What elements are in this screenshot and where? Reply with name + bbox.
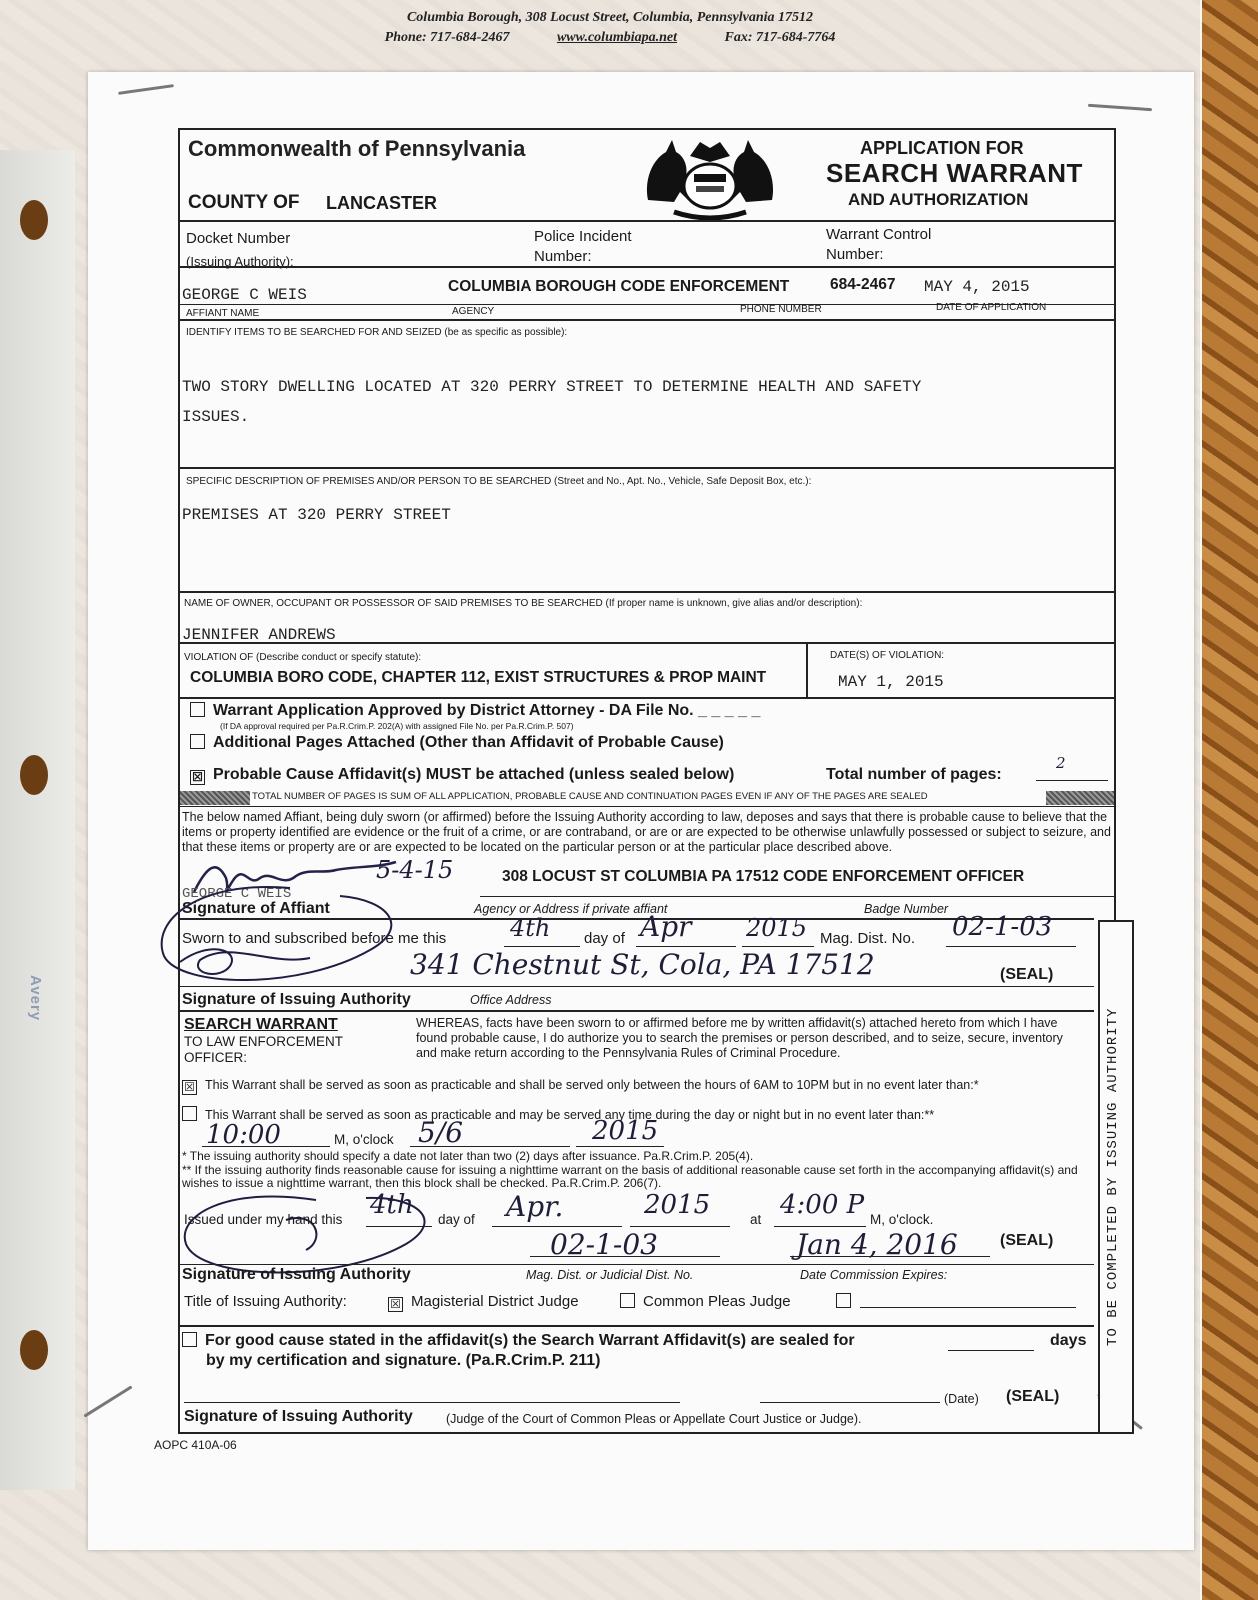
agency-label: AGENCY [452,306,495,317]
warrant-control-label: Warrant Control [826,226,932,243]
docket-number-sublabel: (Issuing Authority): [186,254,294,269]
affiant-typed-name: GEORGE C WEIS [182,886,292,902]
office-address-label: Office Address [470,993,552,1007]
issued-day-of-label: day of [438,1212,475,1227]
warrant-control-sublabel: Number: [826,246,884,263]
agency-address-label: Agency or Address if private affiant [474,902,668,916]
sworn-day-of-label: day of [584,930,625,947]
probable-cause-label: Probable Cause Affidavit(s) MUST be attached (unless sealed below) [213,766,735,783]
common-pleas-judge-label: Common Pleas Judge [643,1293,791,1310]
sworn-magdist-label: Mag. Dist. No. [820,930,916,947]
magdist-label: Mag. Dist. or Judicial Dist. No. [526,1268,694,1282]
sworn-seal-label: (SEAL) [1000,966,1054,983]
served-date-value: 5/6 [418,1116,464,1149]
served-time-value: 10:00 [206,1120,281,1150]
served-year-value: 2015 [592,1116,659,1146]
affiant-address-title: 308 LOCUST ST COLUMBIA PA 17512 CODE ENFORCEMENT OFFICER [502,868,1025,885]
letterhead-fax: Fax: 717-684-7764 [724,30,836,45]
violation-value: COLUMBIA BORO CODE, CHAPTER 112, EXIST STRUCTURES & PROP MAINT [190,669,767,686]
nighttime-warrant-label: This Warrant shall be served as soon as practicable and may be served any time during the day or night but in no event later than:** [205,1108,935,1122]
search-warrant-title: SEARCH WARRANT [184,1016,338,1033]
violation-date-value: MAY 1, 2015 [838,673,944,691]
sealed-days-label: days [1050,1332,1087,1349]
affiant-name-label: AFFIANT NAME [186,308,260,319]
letterhead-website: www.columbiapa.net [556,30,678,45]
sworn-label: Sworn to and subscribed before me this [182,930,447,947]
nighttime-warrant-option[interactable] [182,1106,934,1122]
items-line1: TWO STORY DWELLING LOCATED AT 320 PERRY STREET TO DETERMINE HEALTH AND SAFETY [182,378,922,396]
sealed-affidavit-checkbox[interactable] [182,1332,855,1350]
additional-pages-checkbox[interactable] [190,734,724,752]
binder-hole [20,200,48,240]
total-pages-note: TOTAL NUMBER OF PAGES IS SUM OF ALL APPLICATION, PROBABLE CAUSE AND CONTINUATION PAGES EVEN IF ANY OF THE PAGES ARE SEALED [252,791,928,802]
sealed-certification-label: by my certification and signature. (Pa.R.Crim.P. 211) [206,1352,601,1369]
commission-expires-label: Date Commission Expires: [800,1268,948,1282]
premises-label: SPECIFIC DESCRIPTION OF PREMISES AND/OR PERSON TO BE SEARCHED (Street and No., Apt. No., Vehicle, Safe Deposit Box, etc.): [186,476,812,487]
affidavit-text: The below named Affiant, being duly sworn (or affirmed) before the Issuing Authority according to law, deposes and says that there is probable cause to believe that the items or property identified are evidence or the fruit of a crime, or are contraband, or are or are expected to be otherwise unlawfully possessed or subject to seizure, and that these items or property are or are expected to be located on the particular person or at the particular place described above. [182,810,1111,854]
badge-number-label: Badge Number [864,902,949,916]
sealed-signature-note: (Judge of the Court of Common Pleas or Appellate Court Justice or Judge). [446,1412,862,1426]
other-title-option[interactable] [836,1293,859,1310]
search-warrant-to: TO LAW ENFORCEMENT [184,1034,344,1049]
violation-date-label: DATE(S) OF VIOLATION: [830,650,945,661]
issuing-authority-side-box [1098,920,1134,1434]
checked-box-icon: ☒ [190,770,205,785]
application-title-line1: APPLICATION FOR [860,138,1024,158]
footnote-one: * The issuing authority should specify a date not later than two (2) days after issuance. Pa.R.Crim.P. 205(4). [182,1149,754,1163]
issuing-office-address: 341 Chestnut St, Cola, PA 17512 [410,948,875,981]
issuing-authority-signature [140,870,440,1000]
items-label: IDENTIFY ITEMS TO BE SEARCHED FOR AND SEIZED (be as specific as possible): [186,327,568,338]
issued-at-label: at [750,1212,762,1227]
magisterial-judge-label: Magisterial District Judge [411,1293,579,1310]
letterhead-address: Columbia Borough, 308 Locust Street, Columbia, Pennsylvania 17512 [406,10,814,25]
footnote-two: ** If the issuing authority finds reasonable cause for issuing a nighttime warrant on the basis of additional reasonable cause set forth in the accompanying affidavit(s) and wishes to issue a nighttime warrant, then this block shall be checked. Pa.R.Crim.P. 206(7). [182,1163,1078,1190]
da-approval-note: (If DA approval required per Pa.R.Crim.P. 202(A) with assigned File No. per Pa.R.Crim.P. 507) [220,721,574,731]
sealed-signature-label: Signature of Issuing Authority [184,1408,413,1425]
whereas-text: WHEREAS, facts have been sworn to or affirmed before me by written affidavit(s) attached hereto from which I have found probable cause, I do authorize you to search the premises or person described, and to seize, secure, inventory and make return according to the Pennsylvania Rules of Criminal Procedure. [416,1016,1063,1060]
phone-value: 684-2467 [830,276,896,293]
common-pleas-judge-option[interactable] [620,1293,791,1310]
sworn-month: Apr [640,910,692,943]
affiant-signature-date: 5-4-15 [376,856,454,884]
application-date-value: MAY 4, 2015 [924,278,1030,296]
issued-day: 4th [370,1190,414,1220]
daytime-warrant-option[interactable] [182,1078,979,1095]
letterhead [230,8,990,48]
side-completion-label: TO BE COMPLETED BY ISSUING AUTHORITY [1105,1007,1121,1347]
letterhead-phone: Phone: 717-684-2467 [384,30,510,45]
items-line2: ISSUES. [182,408,250,426]
issued-magdist-value: 02-1-03 [550,1228,658,1261]
sleeve-brand-sticker: Avery [27,975,44,1022]
warrant-signature-label: Signature of Issuing Authority [182,1266,411,1283]
sealed-affidavit-label: For good cause stated in the affidavit(s) the Search Warrant Affidavit(s) are sealed for [205,1332,855,1349]
sworn-day: 4th [510,914,551,942]
sworn-year: 2015 [746,914,808,942]
application-title-line2: SEARCH WARRANT [826,158,1083,188]
warrant-seal-label: (SEAL) [1000,1232,1054,1249]
pennsylvania-seal-icon [638,130,782,222]
county-value: LANCASTER [326,193,437,213]
search-warrant-officer: OFFICER: [184,1050,247,1065]
commonwealth-title: Commonwealth of Pennsylvania [188,136,526,161]
affiant-name-value: GEORGE C WEIS [182,286,307,304]
issued-month: Apr. [506,1190,564,1223]
checked-box-icon: ☒ [182,1080,197,1095]
application-date-label: DATE OF APPLICATION [936,302,1047,313]
county-label: COUNTY OF [188,192,300,213]
served-time-label: M, o'clock [334,1132,394,1147]
binder-hole [20,755,48,795]
issued-clock-label: M, o'clock. [870,1212,934,1227]
issued-time: 4:00 P [780,1190,865,1220]
owner-value: JENNIFER ANDREWS [182,626,336,644]
probable-cause-checkbox[interactable] [190,766,734,785]
violation-label: VIOLATION OF (Describe conduct or specify statute): [184,652,422,663]
checked-box-icon: ☒ [388,1297,403,1312]
commission-expires-value: Jan 4, 2016 [796,1228,958,1261]
da-approval-checkbox[interactable] [190,702,760,720]
search-warrant-form [178,128,1121,1434]
sworn-magdist-value: 02-1-03 [952,912,1053,942]
phone-label: PHONE NUMBER [740,304,822,315]
total-pages-label: Total number of pages: [826,766,1002,783]
binder-hole [20,1330,48,1370]
issued-label: Issued under my hand this [184,1212,343,1227]
issuing-signature-label: Signature of Issuing Authority [182,991,411,1008]
additional-pages-label: Additional Pages Attached (Other than Affidavit of Probable Cause) [213,734,724,751]
sealed-seal-label: (SEAL) [1006,1388,1060,1405]
form-id: AOPC 410A-06 [154,1438,237,1452]
daytime-warrant-label: This Warrant shall be served as soon as practicable and shall be served only between the hours of 6AM to 10PM but in no event later than:* [205,1078,979,1092]
docket-number-label: Docket Number [186,230,291,247]
incident-number-sublabel: Number: [534,248,592,265]
incident-number-label: Police Incident [534,228,632,245]
total-pages-value: 2 [1056,754,1066,772]
magisterial-judge-option[interactable] [388,1293,579,1312]
agency-value: COLUMBIA BOROUGH CODE ENFORCEMENT [448,278,790,295]
owner-label: NAME OF OWNER, OCCUPANT OR POSSESSOR OF SAID PREMISES TO BE SEARCHED (If proper name is unknown, give alias and/or description): [184,598,863,609]
issued-year: 2015 [644,1190,711,1220]
affiant-signature-label: Signature of Affiant [182,900,330,917]
sleeve-binding-strip [0,150,75,1490]
sealed-date-label: (Date) [944,1392,979,1406]
title-of-authority-label: Title of Issuing Authority: [184,1293,347,1310]
da-approval-label: Warrant Application Approved by District Attorney - DA File No. _ _ _ _ _ [213,702,761,719]
application-title-line3: AND AUTHORIZATION [848,190,1029,209]
premises-value: PREMISES AT 320 PERRY STREET [182,506,451,524]
